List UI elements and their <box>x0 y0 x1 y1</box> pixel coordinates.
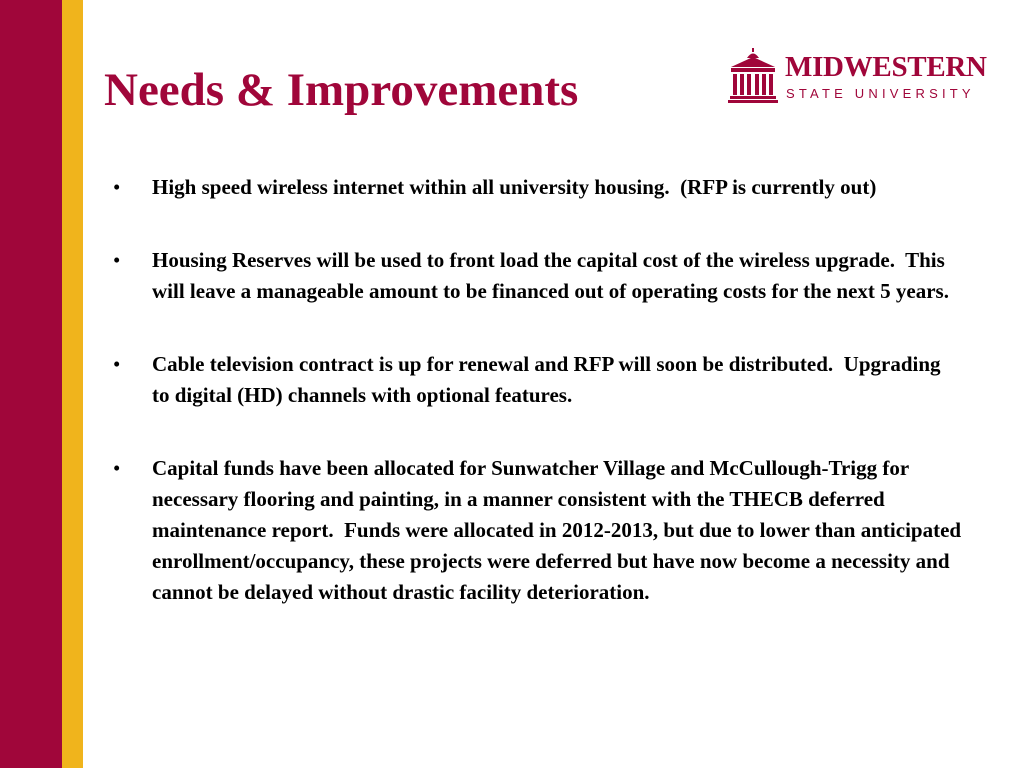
bullet-text: High speed wireless internet within all university housing. (RFP is currently out) <box>152 175 877 199</box>
bullet-list <box>113 172 967 650</box>
bullet-marker: • <box>113 175 121 199</box>
slide-title: Needs & Improvements <box>104 64 579 116</box>
university-logo <box>728 48 987 106</box>
building-columns-icon <box>728 48 778 104</box>
bullet-text: Housing Reserves will be used to front load the capital cost of the wireless upgrade. This will leave a manageable amount to be financed out of operating costs for the next 5 years. <box>152 248 951 303</box>
logo-name: MIDWESTERN <box>785 51 987 83</box>
maroon-stripe <box>0 0 62 768</box>
bullet-text: Capital funds have been allocated for Sunwatcher Village and McCullough-Trigg for necessary flooring and painting, in a manner consistent with the THECB deferred maintenance report. Funds were allocated in 2012-2013, but due to lower than anticipated enrollment/occupancy, these projects were deferred but have now become a necessity and cannot be delayed without drastic facility deterioration. <box>152 456 967 604</box>
bullet-item <box>113 245 963 307</box>
bullet-item <box>113 349 963 411</box>
bullet-item <box>113 453 967 608</box>
bullet-text: Cable television contract is up for renewal and RFP will soon be distributed. Upgrading to digital (HD) channels with optional features. <box>152 352 946 407</box>
bullet-item <box>113 172 963 203</box>
gold-stripe <box>62 0 83 768</box>
bullet-marker: • <box>113 456 121 480</box>
bullet-marker: • <box>113 248 121 272</box>
bullet-marker: • <box>113 352 121 376</box>
logo-subtitle: STATE UNIVERSITY <box>786 86 975 101</box>
